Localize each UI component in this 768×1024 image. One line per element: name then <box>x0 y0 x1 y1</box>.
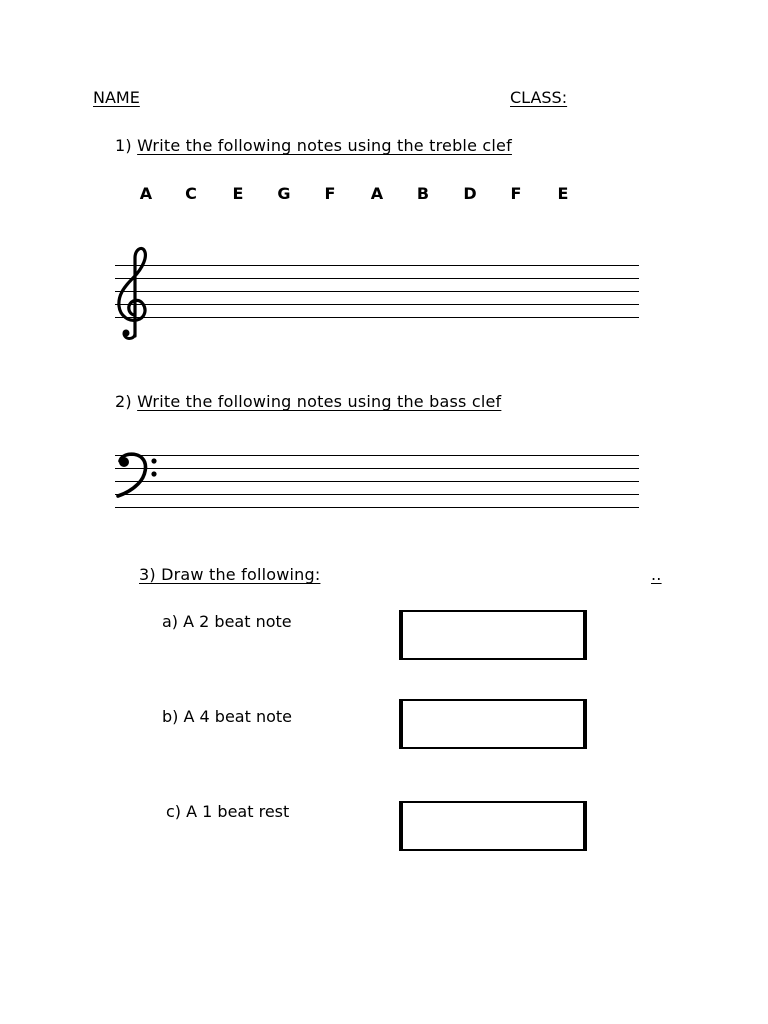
bass-staff[interactable] <box>115 455 639 509</box>
item-b-label: b) A 4 beat note <box>162 707 292 726</box>
staff-line <box>115 481 639 482</box>
staff-line <box>115 317 639 318</box>
note-letter: E <box>232 184 244 203</box>
answer-box-c[interactable] <box>399 801 587 851</box>
staff-line <box>115 455 639 456</box>
answer-box-b[interactable] <box>399 699 587 749</box>
question-3-heading: 3) Draw the following: <box>139 565 321 584</box>
note-letter: A <box>139 184 153 203</box>
note-letter: E <box>557 184 569 203</box>
note-letter: D <box>463 184 477 203</box>
staff-line <box>115 291 639 292</box>
staff-line <box>115 304 639 305</box>
note-letter: A <box>370 184 384 203</box>
note-letter: G <box>277 184 291 203</box>
note-letter: F <box>510 184 522 203</box>
note-letter: F <box>324 184 336 203</box>
question-2-number: 2) <box>115 392 132 411</box>
question-1-number: 1) <box>115 136 132 155</box>
item-a-label: a) A 2 beat note <box>162 612 292 631</box>
class-label: CLASS: <box>510 88 568 107</box>
staff-line <box>115 494 639 495</box>
item-c-label: c) A 1 beat rest <box>166 802 290 821</box>
question-1-text: Write the following notes using the treble clef <box>137 136 512 155</box>
name-label: NAME <box>93 88 140 107</box>
staff-line <box>115 507 639 508</box>
note-list <box>0 184 768 204</box>
question-2 <box>115 392 501 411</box>
trailing-dots: .. <box>651 565 662 584</box>
answer-box-a[interactable] <box>399 610 587 660</box>
staff-line <box>115 278 639 279</box>
treble-clef-icon <box>111 244 155 342</box>
note-letter: C <box>185 184 197 203</box>
treble-staff[interactable] <box>115 265 639 319</box>
note-letter: B <box>416 184 430 203</box>
staff-line <box>115 265 639 266</box>
bass-clef-icon <box>116 452 162 498</box>
staff-line <box>115 468 639 469</box>
question-2-text: Write the following notes using the bass clef <box>137 392 502 411</box>
question-1 <box>115 136 512 155</box>
